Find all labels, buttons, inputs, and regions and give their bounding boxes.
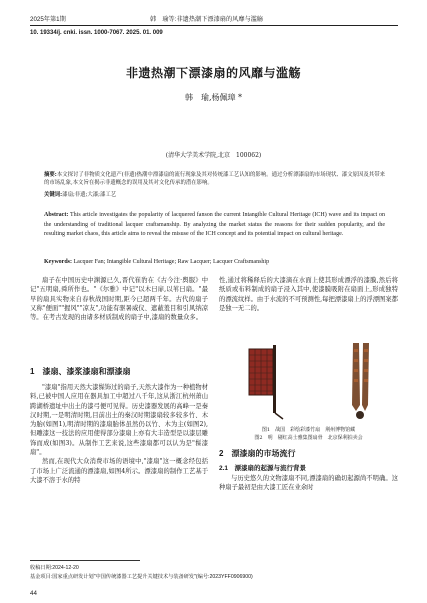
section-1-paragraph-2: 然而,在现代大众消费市场的语境中,"漆扇"这一概念经包括了市场上广泛流通的漂漆扇,如图4所示。漂漆扇的制作工艺基于大漆不溶于水的特	[30, 458, 208, 484]
abstract-cn-text: 本文探讨了非物质文化遗产(非遗)热潮中漂漆扇的流行现象及其对传统漆工艺认知的影响。通过分析漂漆扇的市场现状、漆文原因及其带来的市场乱象,本文旨在揭示非遗概念的误用及其对文化传承的潜在影响。	[44, 172, 385, 186]
keywords-en-label: Keywords:	[44, 259, 72, 265]
abstract-en-label: Abstract:	[44, 212, 69, 218]
figure-fans	[219, 335, 398, 425]
section-1-paragraph-1: "漆扇"指用天然大漆髹饰过的扇子,天然大漆作为一种植物材料,已被中国人应用在器具加工中超过八千年,这从浙江杭州萧山跨湖桥遗址中出土的漆弓便可见得。历史漆器发展的高峰一是秦汉时期,一是明清时期,目前出土的秦汉时期漆扇较多较多竹、木为胎(如图1),明清时期的漆扇胎体虽然仍以竹、木为主(如图2),但雕漆这一技法的应用使得部分漆扇上亦有大丰造型是以漆层雕饰而成(如图3)。从制作工艺来说,这些漆扇都可以认为是"髹漆扇"。	[30, 384, 208, 457]
intro-paragraph	[30, 276, 208, 322]
section-2-body	[219, 474, 398, 493]
keywords-en	[44, 259, 385, 265]
abstract-en-text: This article investigates the popularity of lacquered fanson the current Intangible Cultural Heritage (ICH) wave and its impact on the understanding of traditional lacquer craftsmanship. By analyzing the market status the reasons for their sudden popularity, and the resulting market chaos, this article aims to reveal the misuse of the ICH concept and its potential impact on cultural heritage.	[44, 212, 385, 238]
section-2-paragraph-1: 与历史悠久的文物漆扇不同,漂漆扇的确切起源尚不明确。这种扇子最初是由大漆工匠在业余时	[219, 475, 398, 492]
fig2-carved-ribs	[352, 343, 369, 419]
fund-info: 基金项目:国家重点研发计划"中国传统漆器工艺提升关键技术与装备研发"(编号:2023YFF0906900)	[30, 574, 253, 580]
figure-caption-2: 图2 明 剔红高士雅集图扇骨 北京保利拍卖会	[254, 435, 363, 441]
keywords-cn-label: 关键词:	[44, 192, 63, 198]
authors: 韩 瑜,杨佩璋 *	[184, 93, 243, 102]
received-date: 收稿日期:2024-12-20	[30, 565, 79, 571]
affiliation: (清华大学美术学院,北京 100062)	[165, 152, 262, 159]
subsection-2-1-heading: 2.1 漂漆扇的起源与流行背景	[219, 465, 307, 472]
intro-text: 扇子在中国历史中渊源已久,晋代崔豹在《古今注·舆服》中记"五明扇,舜所作也。"《尔雅》中记"以木曰扉,以苇曰扇。"最早的扇具实物来自春秋战国时期,距今已超两千年。古代的扇子又称"便面""握风""凉友",功能有驱暑威仪、遮蔽羞目和引风纳凉等。在考古发现的由诸多材质制成的扇子中,漆扇的数量众多。	[30, 277, 208, 322]
section-1-body	[30, 383, 208, 485]
keywords-cn	[44, 190, 385, 198]
abstract-cn-label: 摘要:	[44, 172, 57, 178]
page-number: 44	[30, 590, 37, 597]
figure-caption-1: 图1 战国 彩绘彩漆竹扇 荆州博物馆藏	[261, 427, 356, 433]
abstract-en	[44, 211, 385, 240]
keywords-cn-text: 漆扇;非遗;大漆;漆工艺	[62, 192, 117, 198]
article-title: 非遗热潮下漂漆扇的风靡与滥觞	[125, 66, 301, 80]
right-column-top	[219, 276, 398, 313]
footnote-rule	[30, 560, 140, 561]
keywords-en-text: Lacquer Fan; Intangible Cultural Heritage; Raw Lacquer; Lacquer Craftsmanship	[73, 259, 270, 265]
right-paragraph-1: 性,通过将稀释后的大漆滴在水面上使其形成漂浮的漆膜,然后将纸质或布料制成的扇子浸入其中,使漆膜吸附在扇面上,形成独特的漂流纹样。由于水流的不可预测性,每把漂漆扇上的浮漂图案都是独一无二的。	[219, 277, 398, 312]
running-title: 韩 瑜等:非遗热潮下漂漆扇的风靡与滥觞	[150, 16, 264, 23]
doi: 10. 19334/j. cnki. issn. 1000-7067. 2025. 01. 009	[30, 30, 163, 36]
section-1-heading: 1 漆扇、漆浆漆扇和漂漆扇	[30, 367, 131, 376]
issue-label: 2025年第1期	[30, 16, 66, 23]
section-2-heading: 2 漂漆扇的市场流行	[219, 449, 296, 458]
abstract-cn	[44, 171, 385, 187]
fig1-bamboo-fan	[249, 345, 283, 419]
header-rule	[30, 25, 398, 26]
fan-illustration	[219, 335, 398, 425]
